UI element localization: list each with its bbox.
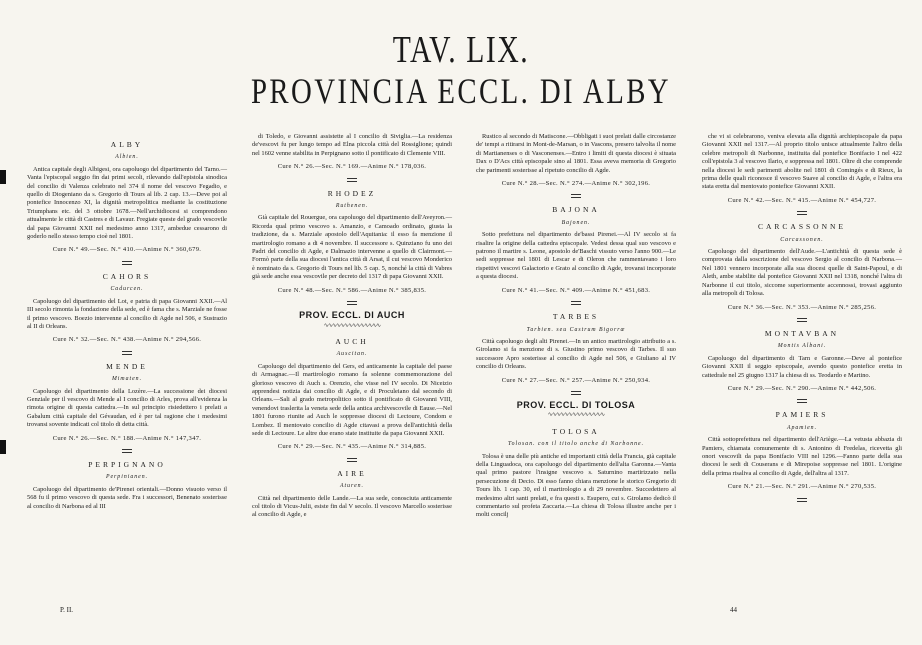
diocese-latin-name: Aturen.	[339, 483, 364, 490]
section-divider	[797, 318, 807, 322]
section-divider	[122, 261, 132, 265]
diocese-latin-name: Carcassonen.	[780, 236, 824, 243]
diocese-text: Città sottoprefettura nel dipartimento dell'Ariège.—La vetusta abbazia di Pamiers, chiamata comunemente di s. Antonino di Fredelas, ricevetta gli onori vescovili da papa Bonifacio VIII nel 1296.—Fanno parte della sua diocesi le sedi di Couserans e di Mirepoise soppresse nel 1801. L'origine della prima risaliva al concilio di Agde, dell'altra al 1317.	[702, 436, 902, 477]
diocese-latin-name: Apamien.	[786, 424, 818, 431]
province-heading: PROV. ECCL. DI TOLOSA	[516, 399, 636, 410]
column-3	[476, 133, 676, 522]
diocese-heading: AUCH	[335, 336, 369, 346]
diocese-stats: Cure N.° 26.—Sec. N.° 188.—Anime N.° 147,347.	[52, 434, 202, 442]
section-divider	[571, 194, 581, 198]
binding-mark	[0, 440, 6, 454]
diocese-text: Capoluogo del dipartimento della Lozère.—La successione dei diocesi Genziale per il vescovo di Mende al I concilio di Arles, prova all'evidenza la rimota origine di questa cattedra.—In sul principio risiedettero i prelati a Gabalum città capitale del Gévaudan, ed è per tal ragione che i medesimi trovansi sovente indicati col titolo di detta città.	[27, 387, 227, 429]
section-divider	[347, 178, 357, 182]
diocese-heading: TARBES	[552, 312, 600, 322]
diocese-stats: Cure N.° 29.—Sec. N.° 435.—Anime N.° 314,885.	[277, 443, 427, 451]
section-divider	[797, 399, 807, 403]
diocese-text: Capoluogo del dipartimento dell'Aude.—L'antichità di questa sede è comprovata dalla soscrizione del vescovo Sergio al concilio di Narbona.—Nel 1801 vennero incorporate alla sua diocesi quelle di Saint-Papoul, e di Aleth, ambe stabilite dal pontefice Giovanni XXII nel 1318, nonché l'altra di Narbonne il cui titolo, siccome superiormente accennossi, trovasi aggiunto alla metropoli di Tolosa.	[702, 248, 902, 298]
diocese-latin-name: Tolosan. con il titolo anche di Narbonne.	[507, 441, 645, 448]
diocese-text: di Toledo, e Giovanni assistette al I concilio di Siviglia.—La residenza de'vescovi fu per lungo tempo ad Elna piccola città del Rossiglione; quindi nel 1602 venne stabilita in Perpignano sotto il pontificato di Clemente VIII.	[252, 133, 452, 157]
diocese-text: che vi si celebrarono, veniva elevata alla dignità archiepiscopale da papa Giovanni XXII nel 1317.—Al proprio titolo unisce attualmente l'altro della celebre metropoli di Narbonne, instituita dal pontefice Bonifacio I nel 422 coll'epistola 3 al vescovo Ilario, e soppressa nel 1801. Oltre di che comprende nella diocesi le sedi parimenti abolite nel 1801 di Comingés e di Rieux, la prima delle quali riconosce il vescovo Suave al concilio di Agde, e l'altra era stata eretta dal mentovato pontefice Giovanni XXII.	[702, 133, 902, 191]
footer-left: P. II.	[60, 606, 74, 614]
footer-right: 44	[730, 606, 737, 614]
diocese-heading: ALBY	[110, 140, 144, 149]
province-heading: PROV. ECCL. DI AUCH	[299, 310, 405, 321]
diocese-stats: Cure N.° 28.—Sec. N.° 274.—Anime N.° 302,196.	[501, 180, 651, 188]
diocese-text: Antica capitale degli Albigesi, ora capoluogo del dipartimento del Tarno.—Vanta l'episcopal seggio fin dai primi secoli, rilevando dall'epistola sinodica del concilio di Valenza celebrato nel 374 il nome del vescovo Fegadio, e quello di Diogeniano da s. Gregorio di Tours al lib. 2 cap. 13.—Deve poi al pontefice Innocenzo XI, la dignità metropolitica mediante la costituzione Triumphans etc. del 3 ottobre 1678.—Nell'archidiocesi si comprendono attualmente le città di Castres e di Lavaur. Fregiate queste del grado vescovile dal papa Giovanni XXII nel medesimo anno 1317, ambedue cessarono di goderlo nello stesso tempo cioè nel 1801.	[27, 165, 227, 241]
diocese-latin-name: Cadurcen.	[110, 286, 144, 293]
diocese-latin-name: Bajonen.	[561, 219, 591, 226]
diocese-latin-name: Mimaten.	[111, 376, 143, 383]
diocese-latin-name: Albien.	[115, 154, 139, 161]
diocese-text: Capoluogo del dipartimento del Lot, e patria di papa Giovanni XXII.—Al III secolo rimonta la fondazione della sede, ed è fama che s. Marziale ne fosse il primo vescovo. Boezio intervenne al concilio di Agde nel 506, e Sustrazio al II di Orleans.	[27, 297, 227, 330]
diocese-latin-name: Ruthenen.	[335, 203, 369, 210]
diocese-text: Sotto prefettura nel dipartimento de'bassi Pirenei.—Al IV secolo si fa risalire la origine della cattedra episcopale. Vedesi dessa qual suo vescovo e patrono il martire s. Leone, apostolo de'Baschi vissuto verso l'anno 900.—Le sedi soppresse nel 1801 di Lescar e di Oleron che rammentavano i loro rispettivi vescovi Galactorio e Grato al concilio di Agde, trovansi incorporate a questa diocesi.	[476, 231, 676, 281]
diocese-heading: CAHORS	[102, 271, 152, 281]
column-2	[252, 133, 452, 522]
plate-title: TAV. LIX.	[392, 29, 530, 71]
section-divider	[797, 498, 807, 502]
diocese-text: Capoluogo del dipartimento di Tarn e Garonne.—Deve al pontefice Giovanni XXII il seggio episcopale, avendo questo pontefice eretta in cattedrale nel 25 giugno 1317 la chiesa di ss. Teodardo e Martino.	[702, 354, 902, 379]
section-divider	[797, 211, 807, 215]
diocese-stats: Cure N.° 48.—Sec. N.° 586.—Anime N.° 385,835.	[277, 286, 427, 294]
diocese-stats: Cure N.° 49.—Sec. N.° 410.—Anime N.° 360,679.	[52, 246, 202, 254]
diocese-heading: MONTAVBAN	[764, 328, 840, 338]
column-4	[702, 133, 902, 507]
diocese-text: Città nel dipartimento delle Lande.—La sua sede, conosciuta anticamente col titolo di Vicus-Julii, esiste fin dal V secolo. Il vescovo Marcello sosterisse al concilio di Agde, e	[252, 494, 452, 519]
column-1	[27, 133, 227, 513]
diocese-heading: CARCASSONNE	[757, 222, 846, 232]
section-divider	[122, 449, 132, 453]
diocese-stats: Cure N.° 42.—Sec. N.° 415.—Anime N.° 454,727.	[727, 196, 877, 204]
diocese-stats: Cure N.° 26.—Sec. N.° 169.—Anime N.° 178,036.	[277, 163, 427, 171]
section-divider	[571, 301, 581, 305]
section-divider	[122, 351, 132, 355]
diocese-latin-name: Auscitan.	[336, 351, 368, 358]
section-divider	[571, 391, 581, 395]
wave-divider: ∿∿∿∿∿∿∿∿∿∿∿∿∿∿	[547, 412, 605, 419]
diocese-text: Città capoluogo degli alti Pirenei.—In un antico martirologio attribuito a s. Girolamo si fa menzione di s. Giustino primo vescovo di Tarbes. Il suo successore Apro sosterisse al concilio di Agde nel 506, e Giuliano al IV concilio di Orleans.	[476, 337, 676, 371]
diocese-heading: RHODEZ	[327, 188, 377, 198]
diocese-text: Già capitale del Rouergue, ora capoluogo del dipartimento dell'Aveyron.—Ricorda qual primo vescovo s. Amanzio, e Camoado ordinato, giusta la tradizione, da s. Marziale apostolo dell'Aquitania: il esso fa menzione il martirologio romano a di 4 novembre. Il successore s. Quinziano fu uno dei Padri del concilio di Agde, e Dalmazio intervenne a quello di Clairmont.—Formò parte della sua diocesi l'antica città di Arsat, il cui vescovo Monderico è nominato da s. Gregorio di Tours nel lib. 5 cap. 5, nonché la città di Vabres già sede anche essa vescovile per decreto del 1317 di papa Giovanni XXII.	[252, 214, 452, 281]
diocese-text: Tolosa è una delle più antiche ed importanti città della Francia, già capitale della Linguadoca, ora capoluogo del dipartimento dell'alta Garonna.—Vanta qual primo pastore l'insigne vescovo s. Saturnino martirizzato nella persecuzione di Decio. Di esso fanno chiara menzione le storico Gregorio di Tours lib. 1 cap. 30, ed il martirologio a di 29 novembre. Succedettero al medesimo altri santi prelati, e fra questi s. Esupero, cui s. Girolamo dedicò il commentario sul profeta Zaccaria.—La chiesa di Tolosa illustre anche per i molti concilj	[476, 452, 676, 519]
diocese-latin-name: Montis Albani.	[777, 343, 827, 350]
section-divider	[347, 458, 357, 462]
wave-divider: ∿∿∿∿∿∿∿∿∿∿∿∿∿∿	[323, 322, 381, 329]
diocese-stats: Cure N.° 32.—Sec. N.° 438.—Anime N.° 294,566.	[52, 336, 202, 344]
diocese-stats: Cure N.° 29.—Sec. N.° 290.—Anime N.° 442,506.	[727, 384, 877, 392]
diocese-text: Rustico al secondo di Matiscone.—Obbligati i suoi prelati dalle circostanze de' tempi a ritirarsi in Mont-de-Marsan, o in Vascons, presero talvolta il nome di Martianenses o di Vasconenses.—Entro i limiti di questa diocesi è situata Dax o D'Acs città episcopale sino al 1801. Essa aveva memoria di Gregorio che parimenti sosterisse al ripetuto concilio di Agde.	[476, 133, 676, 174]
diocese-stats: Cure N.° 41.—Sec. N.° 409.—Anime N.° 451,683.	[501, 286, 651, 294]
diocese-latin-name: Tarbien. seu Castrum Bigorræ	[526, 326, 626, 333]
diocese-heading: PERPIGNANO	[88, 459, 166, 469]
diocese-heading: TOLOSA	[552, 426, 600, 436]
diocese-text: Capoluogo del dipartimento del Gers, ed anticamente la capitale del paese di Armagnac.—Il martirologio romano fa solenne commemorazione del glorioso vescovo di Auch s. Orenzio, che visse nel IV secolo. Di Niceizio apprendesi notizia dai concilio di Agde, e di Proculeiano dal secondo di Orleans.—Sali al grado metropolitico sotto il pontificato di Giovanni VIII, venendovi traslerita la veneta sede della antica archivescovile di Eause.—Nel 1801 furono riunite ad Auch le soppresse diocesi di Lectoure, Condom e Lombez. Il mentovato concilio di Agde citavasi a prova dell'antichità della sede di Lectoure. Le altre due erano state instituite da papa Giovanni XXII.	[252, 362, 452, 437]
diocese-heading: AIRE	[337, 468, 367, 478]
diocese-heading: PAMIERS	[775, 410, 829, 420]
binding-mark	[0, 170, 6, 184]
province-title: PROVINCIA ECCL. DI ALBY	[250, 71, 672, 111]
diocese-stats: Cure N.° 21.—Sec. N.° 291.—Anime N.° 270,535.	[727, 483, 877, 491]
diocese-stats: Cure N.° 36.—Sec. N.° 353.—Anime N.° 285,256.	[727, 303, 877, 311]
section-divider	[347, 301, 357, 305]
diocese-text: Capoluogo del dipartimento de'Pirenei orientali.—Donno visuoto verso il 568 fu il primo vescovo di questa sede. Fra i successori, Benenato sosterisse al concilio di Narbona ed al III	[27, 485, 227, 510]
diocese-stats: Cure N.° 27.—Sec. N.° 257.—Anime N.° 250,934.	[501, 376, 651, 384]
diocese-heading: MENDE	[106, 361, 148, 371]
diocese-heading: BAJONA	[552, 205, 600, 215]
diocese-latin-name: Perpinianen.	[105, 474, 149, 481]
